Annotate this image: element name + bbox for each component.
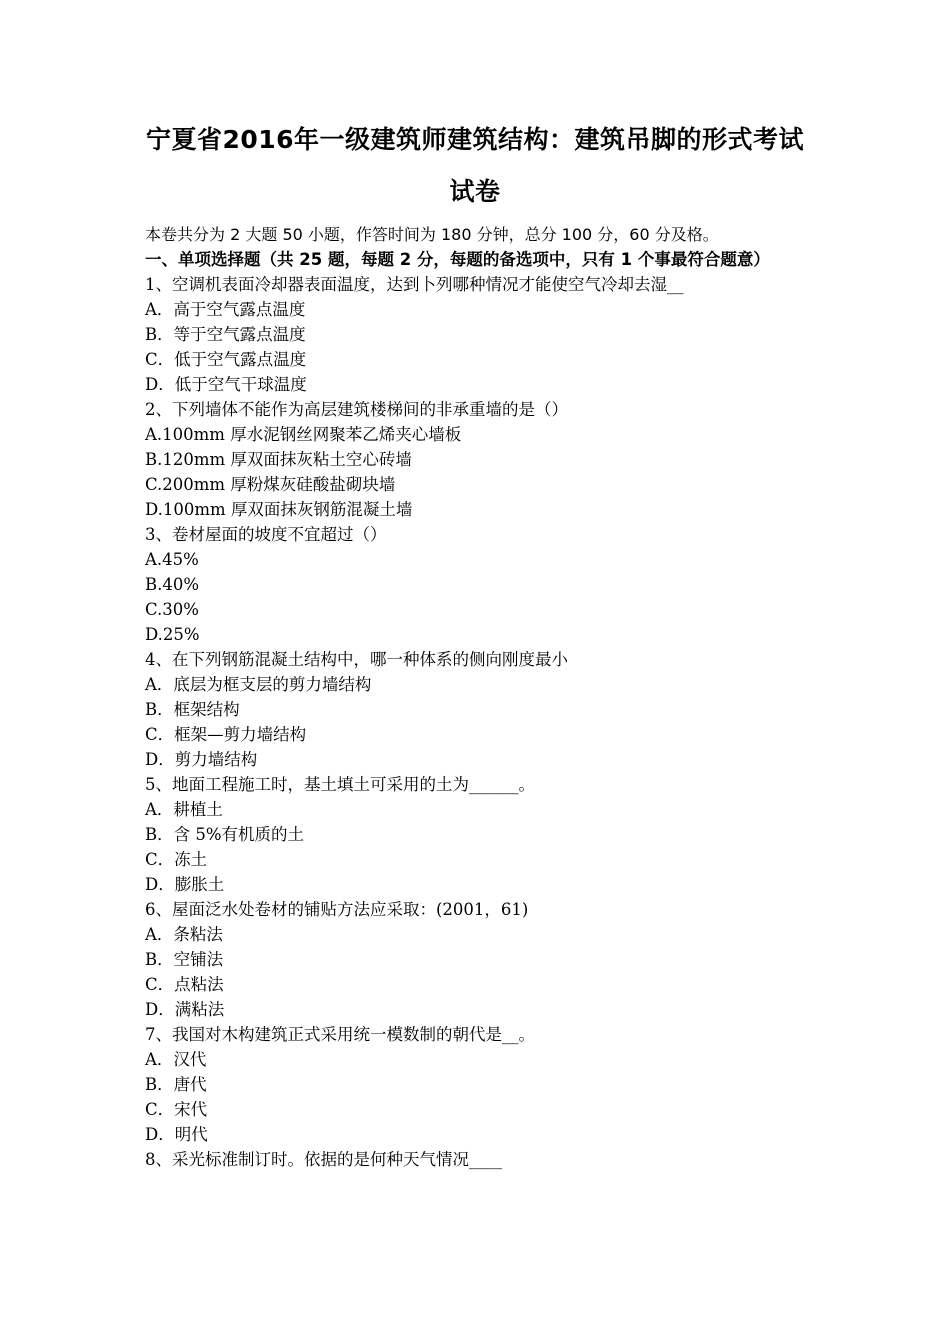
answer-option: B.40% xyxy=(145,575,200,594)
answer-option: A．汉代 xyxy=(145,1050,207,1069)
answer-option: A．耕植土 xyxy=(145,800,223,819)
answer-option: D．膨胀土 xyxy=(145,875,225,894)
answer-option: B．唐代 xyxy=(145,1075,207,1094)
question-stem: 3、卷材屋面的坡度不宜超过（） xyxy=(145,525,387,544)
answer-option: D.25% xyxy=(145,625,200,644)
answer-option: C.30% xyxy=(145,600,199,619)
answer-option: B．空铺法 xyxy=(145,950,224,969)
answer-option: D．低于空气干球温度 xyxy=(145,375,307,394)
answer-option: A．高于空气露点温度 xyxy=(145,300,306,319)
question-stem: 6、屋面泛水处卷材的铺贴方法应采取：(2001，61) xyxy=(145,900,529,919)
answer-option: C.200mm 厚粉煤灰硅酸盐砌块墙 xyxy=(145,475,396,494)
question-stem: 5、地面工程施工时，基土填土可采用的土为______。 xyxy=(145,775,535,794)
exam-intro: 本卷共分为 2 大题 50 小题，作答时间为 180 分钟，总分 100 分，60 分及格。 xyxy=(145,225,719,244)
answer-option: A.100mm 厚水泥钢丝网聚苯乙烯夹心墙板 xyxy=(145,425,462,444)
answer-option: C．框架—剪力墙结构 xyxy=(145,725,307,744)
question-stem: 7、我国对木构建筑正式采用统一模数制的朝代是__。 xyxy=(145,1025,535,1044)
answer-option: C．冻土 xyxy=(145,850,208,869)
question-stem: 8、采光标准制订时。依据的是何种天气情况____ xyxy=(145,1150,502,1169)
exam-title-line-2: 试卷 xyxy=(449,177,501,206)
question-stem: 2、下列墙体不能作为高层建筑楼梯间的非承重墙的是（） xyxy=(145,400,568,419)
question-stem: 1、空调机表面冷却器表面温度，达到卜列哪种情况才能使空气冷却去湿__ xyxy=(145,275,684,294)
answer-option: C．低于空气露点温度 xyxy=(145,350,307,369)
answer-option: C．宋代 xyxy=(145,1100,208,1119)
answer-option: B．含 5%有机质的土 xyxy=(145,825,305,844)
exam-content xyxy=(145,222,813,1172)
answer-option: B.120mm 厚双面抹灰粘土空心砖墙 xyxy=(145,450,412,469)
answer-option: A．底层为框支层的剪力墙结构 xyxy=(145,675,372,694)
answer-option: D.100mm 厚双面抹灰钢筋混凝土墙 xyxy=(145,500,413,519)
question-stem: 4、在下列钢筋混凝土结构中，哪一种体系的侧向刚度最小 xyxy=(145,650,568,669)
answer-option: D．满粘法 xyxy=(145,1000,225,1019)
section-heading: 一、单项选择题（共 25 题，每题 2 分，每题的备选项中，只有 1 个事最符合题意） xyxy=(145,250,770,269)
answer-option: B．等于空气露点温度 xyxy=(145,325,306,344)
answer-option: A．条粘法 xyxy=(145,925,223,944)
exam-title-line-1: 宁夏省2016年一级建筑师建筑结构：建筑吊脚的形式考试 xyxy=(145,125,805,154)
answer-option: B．框架结构 xyxy=(145,700,240,719)
answer-option: C．点粘法 xyxy=(145,975,224,994)
answer-option: D．剪力墙结构 xyxy=(145,750,258,769)
answer-option: A.45% xyxy=(145,550,199,569)
answer-option: D．明代 xyxy=(145,1125,208,1144)
